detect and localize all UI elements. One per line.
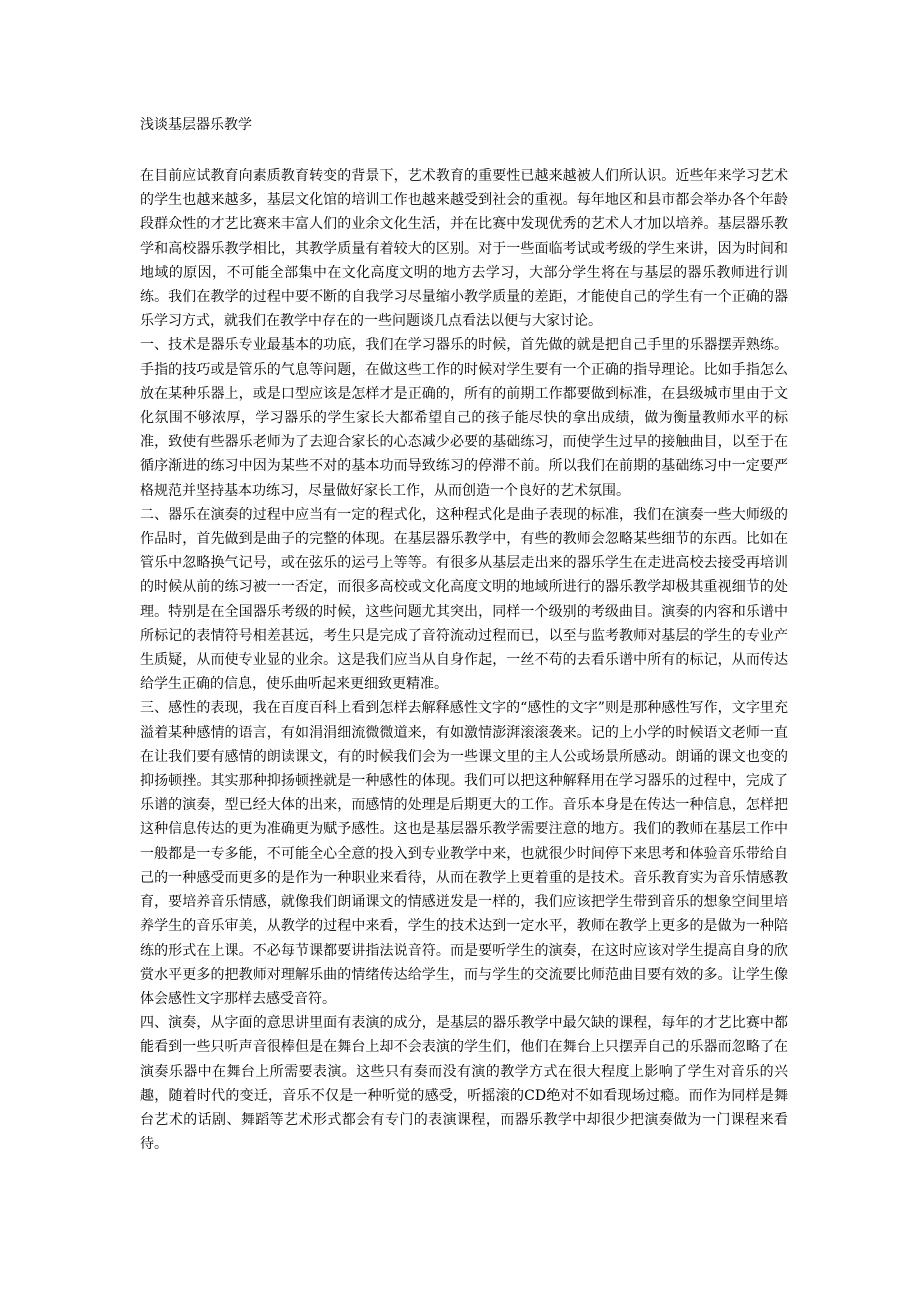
paragraph-section-4: 四、演奏，从字面的意思讲里面有表演的成分，是基层的器乐教学中最欠缺的课程，每年的才艺比赛中都能看到一些只听声音很棒但是在舞台上却不会表演的学生们，他们在舞台上只摆弄自己的乐器而忽略了在演奏乐器中在舞台上所需要表演。这些只有奏而没有演的教学方式在很大程度上影响了学生对音乐的兴趣，随着时代的变迁，音乐不仅是一种听觉的感受，听摇滚的CD绝对不如看现场过瘾。而作为同样是舞台艺术的话剧、舞蹈等艺术形式都会有专门的表演课程，而器乐教学中却很少把演奏做为一门课程来看待。 [140, 1015, 788, 1153]
paragraph-intro: 在目前应试教育向素质教育转变的背景下，艺术教育的重要性已越来越被人们所认识。近些年来学习艺术的学生也越来越多，基层文化馆的培训工作也越来越受到社会的重视。每年地区和县市都会举办各个年龄段群众性的才艺比赛来丰富人们的业余文化生活，并在比赛中发现优秀的艺术人才加以培养。基层器乐教学和高校器乐教学相比，其教学质量有着较大的区别。对于一些面临考试或考级的学生来讲，因为时间和地域的原因，不可能全部集中在文化高度文明的地方去学习，大部分学生将在与基层的器乐教师进行训练。我们在教学的过程中要不断的自我学习尽量缩小教学质量的差距，才能使自己的学生有一个正确的器乐学习方式，就我们在教学中存在的一些问题谈几点看法以便与大家讨论。 [140, 168, 788, 330]
paragraph-section-3: 三、感性的表现，我在百度百科上看到怎样去解释感性文字的“感性的文字”则是那种感性写作，文字里充溢着某种感情的语言，有如涓涓细流微微道来，有如激情澎湃滚滚袭来。记的上小学的时候语文老师一直在让我们要有感情的朗读课文，有的时候我们会为一些课文里的主人公或场景所感动。朗诵的课文也变的抑扬顿挫。其实那种抑扬顿挫就是一种感性的体现。我们可以把这种解释用在学习器乐的过程中，完成了乐谱的演奏，型已经大体的出来，而感情的处理是后期更大的工作。音乐本身是在传达一种信息，怎样把这种信息传达的更为准确更为赋予感性。这也是基层器乐教学需要注意的地方。我们的教师在基层工作中一般都是一专多能，不可能全心全意的投入到专业教学中来，也就很少时间停下来思考和体验音乐带给自己的一种感受而更多的是作为一种职业来看待，从而在教学上更着重的是技术。音乐教育实为音乐情感教育，要培养音乐情感，就像我们朗诵课文的情感迸发是一样的，我们应该把学生带到音乐的想象空间里培养学生的音乐审美，从教学的过程中来看，学生的技术达到一定水平，教师在教学上更多的是做为一种陪练的形式在上课。不必每节课都要讲指法说音符。而是要听学生的演奏，在这时应该对学生提高自身的欣赏水平更多的把教师对理解乐曲的情绪传达给学生，而与学生的交流要比师范曲目要有效的多。让学生像体会感性文字那样去感受音符。 [140, 700, 788, 1007]
document-title: 浅谈基层器乐教学 [140, 117, 252, 133]
paragraph-section-1: 一、技术是器乐专业最基本的功底，我们在学习器乐的时候，首先做的就是把自己手里的乐器摆弄熟练。手指的技巧或是管乐的气息等问题，在做这些工作的时候对学生要有一个正确的指导理论。比如手指怎么放在某种乐器上，或是口型应该是怎样才是正确的，所有的前期工作都要做到标准，在县级城市里由于文化氛围不够浓厚，学习器乐的学生家长大都希望自己的孩子能尽快的拿出成绩，做为衡量教师水平的标准，致使有些器乐老师为了去迎合家长的心态减少必要的基础练习，而使学生过早的接触曲目，以至于在循序渐进的练习中因为某些不对的基本功而导致练习的停滞不前。所以我们在前期的基础练习中一定要严格规范并坚持基本功练习，尽量做好家长工作，从而创造一个良好的艺术氛围。 [140, 337, 788, 499]
document-page [140, 112, 788, 1156]
paragraph-section-2: 二、器乐在演奏的过程中应当有一定的程式化，这种程式化是曲子表现的标准，我们在演奏一些大师级的作品时，首先做到是曲子的完整的体现。在基层器乐教学中，有些的教师会忽略某些细节的东西。比如在管乐中忽略换气记号，或在弦乐的运弓上等等。有很多从基层走出来的器乐学生在走进高校去接受再培训的时候从前的练习被一一否定，而很多高校或文化高度文明的地域所进行的器乐教学却极其重视细节的处理。特别是在全国器乐考级的时候，这些问题尤其突出，同样一个级别的考级曲目。演奏的内容和乐谱中所标记的表情符号相差甚远，考生只是完成了音符流动过程而已，以至与监考教师对基层的学生的专业产生质疑，从而使专业显的业余。这是我们应当从自身作起，一丝不苟的去看乐谱中所有的标记，从而传达给学生正确的信息，使乐曲听起来更细致更精准。 [140, 506, 788, 693]
